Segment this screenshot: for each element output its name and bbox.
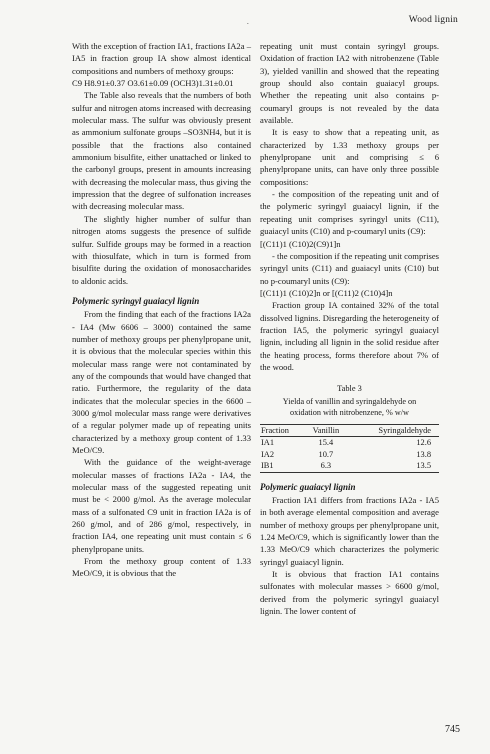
table-cell: 10.7 — [318, 449, 334, 459]
table-cell: 6.3 — [320, 461, 332, 471]
paragraph: The slightly higher number of sulfur than nitrogen atoms suggests the presence of sulfide sulfur. Sulfide groups may be formed in a reaction with thiosulfate, which in turn is formed from bisulfite during the oxidation of monosaccharides to aldonic acids. — [72, 213, 251, 286]
page-number: 745 — [445, 723, 460, 735]
right-column — [260, 40, 439, 617]
section-heading: Polymeric guaiacyl lignin — [260, 481, 356, 492]
table-cell: IB1 — [261, 461, 274, 471]
table-row — [260, 460, 439, 472]
paragraph: From the methoxy group content of 1.33 MeO/C9, it is obvious that the — [72, 556, 251, 579]
table-cell: IA1 — [261, 438, 275, 448]
paragraph: With the exception of fraction IA1, fractions IA2a – IA5 in fraction group IA show almost identical compositions and numbers of methoxy groups: — [72, 41, 251, 76]
table-caption-line: oxidation with nitrobenzene, % w/w — [290, 407, 409, 417]
table-number: Table 3 — [337, 384, 362, 394]
table-caption-line: Yielda of vanillin and syringaldehyde on — [282, 396, 417, 406]
table-caption — [260, 383, 439, 417]
paragraph: It is obvious that fraction IA1 contains sulfonates with molecular masses > 6600 g/mol, derived from the polymeric syringyl guaiacyl lignin. The lower content of — [260, 569, 439, 617]
table-cell: 12.6 — [416, 438, 431, 448]
table-row — [260, 449, 439, 461]
paragraph: Fraction IA1 differs from fractions IA2a - IA5 in both average elemental composition and average number of methoxy groups per phenylpropane unit, 1.24 MeO/C9, which is significantly lower than the 1.33 MeO/C9 which characterizes the polymeric syringyl guaiacyl lignin. — [260, 494, 439, 567]
paragraph: - the composition of the repeating unit and of the polymeric syringyl guaiacyl lignin, if the repeating unit comprises syringyl units (C11), guaiacyl units (C10) and p-coumaryl units (C9): — [260, 189, 439, 237]
paragraph: - the composition if the repeating unit comprises syringyl units (C11) and guaiacyl units (C10) but no p-coumaryl units (C9): — [260, 250, 439, 286]
table-cell: 15.4 — [318, 438, 334, 448]
header-dot: . — [247, 18, 249, 26]
paragraph: Fraction group IA contained 32% of the total dissolved lignins. Disregarding the heterogeneity of fraction IA5, the polymeric syringyl guaiacyl lignin, including all lignin in the solid residue after the heating process, forms therefore about 7% of the wood. — [260, 300, 439, 372]
table-header-row — [260, 424, 439, 437]
table-cell: IA2 — [261, 449, 275, 459]
column-header: Fraction — [261, 425, 289, 435]
running-head: Wood lignin — [408, 15, 458, 25]
left-column — [72, 40, 251, 580]
formula: [(C11)1 (C10)2(C9)1]n — [260, 238, 341, 249]
paragraph: It is easy to show that a repeating unit, as characterized by 1.33 methoxy groups per phenylpropane unit and comprising ≤ 6 phenylpropane units, can have only three possible compositions: — [260, 127, 439, 187]
formula: [(C11)1 (C10)2]n or [(C11)2 (C10)4]n — [260, 287, 393, 298]
section-heading: Polymeric syringyl guaiacyl lignin — [72, 295, 200, 306]
table-row — [260, 437, 439, 449]
paragraph: The Table also reveals that the numbers of both sulfur and nitrogen atoms increased with decreasing molecular mass. The sulfur was obviously present as ammonium sulfonate groups –SO3NH4, but it is possible that the fractions also contained ammonium bisulfite, either unattached or linked to the carbonyl groups, present in amounts increasing with decreasing the molecular mass, thus giving the impression that the degree of sulfonation increases with decreasing molecular mass. — [72, 90, 251, 212]
paragraph: From the finding that each of the fractions IA2a - IA4 (Mw 6606 – 3000) contained the same number of methoxy groups per phenylpropane unit, it is obvious that the molecular species within this molecular mass range were not contaminated by any of the compounds that would have changed that ratio. Furthermore, the regularity of the data indicates that the molecular species in the 6600 – 3000 g/mol molecular mass range were derivatives of a regular polymer made up of repeating units characterized by a methoxy group content of 1.33 MeO/C9. — [72, 309, 251, 455]
data-table — [260, 424, 439, 473]
paragraph: repeating unit must contain syringyl groups. Oxidation of fraction IA2 with nitrobenzene (Table 3), yielded vanillin and showed that the repeating group should also contain guaiacyl groups. Whether the repeating unit also contains p-coumaryl groups is not revealed by the data available. — [260, 41, 439, 126]
paragraph: With the guidance of the weight-average molecular masses of fractions IA2a - IA4, the molecular mass of the suggested repeating unit must be < 2000 g/mol. As the average molecular mass of a sulfonated C9 unit in fraction IA2a is of 260 g/mol, and of 286 g/mol, respectively, in fraction IA4, one repeating unit must contain ≤ 6 phenylpropane units. — [72, 457, 251, 554]
column-header: Syringaldehyde — [378, 425, 431, 435]
formula: C9 H8.91±0.37 O3.61±0.09 (OCH3)1.31±0.01 — [72, 78, 234, 89]
table-cell: 13.8 — [416, 449, 431, 459]
table-cell: 13.5 — [416, 461, 431, 471]
column-header: Vanillin — [312, 425, 340, 435]
